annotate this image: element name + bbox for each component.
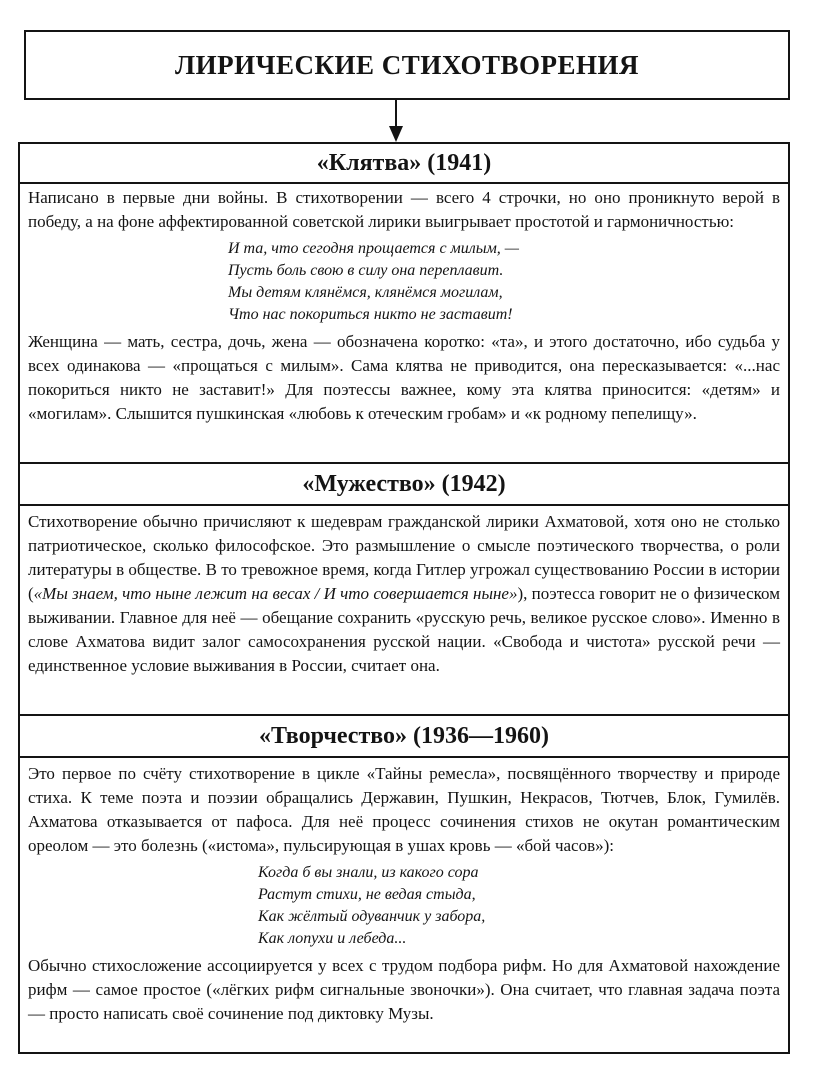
section-header-tvorchestvo xyxy=(18,714,790,758)
section-header-muzhestvo xyxy=(18,462,790,506)
section-body-muzhestvo xyxy=(28,510,780,678)
poem-line: Мы детям клянёмся, клянёмся могилам, xyxy=(228,284,503,301)
paragraph-text: Стихотворение обычно причисляют к шедеврам гражданской лирики Ахматовой, хотя оно не столько патриотическое, сколько философское. Это размышление о смысле поэтического творчества, о роли литературы в обществе. В то тревожное время, когда Гитлер угрожал существованию России в истории ( xyxy=(28,512,780,603)
poem-line: Растут стихи, не ведая стыда, xyxy=(258,886,476,903)
section-body-klyatva xyxy=(28,186,780,426)
page-title-box xyxy=(24,30,790,100)
poem-quote xyxy=(228,238,780,326)
poem-line: И та, что сегодня прощается с милым, — xyxy=(228,240,520,257)
poem-line: Когда б вы знали, из какого сора xyxy=(258,864,479,881)
poem-quote xyxy=(258,862,780,950)
section-heading: «Творчество» (1936—1960) xyxy=(258,722,550,749)
paragraph: Женщина — мать, сестра, дочь, жена — обозначена коротко: «та», и этого достаточно, ибо судьба у всех одинакова — «прощаться с милым». Сама клятва не приводится, она пересказывается: «...нас покориться никто не заставит!» Для поэтессы важнее, кому эта клятва приносится: «детям» и «могилам». Слышится пушкинская «любовь к отеческим гробам» и «к родному пепелищу». xyxy=(28,332,780,423)
paragraph: Это первое по счёту стихотворение в цикле «Тайны ремесла», посвящённого творчеству и природе стиха. К теме поэта и поэзии обращались Державин, Пушкин, Некрасов, Тютчев, Блок, Гумилёв. Ахматова отказывается от пафоса. Для неё процесс сочинения стихов не окутан романтическим ореолом — это болезнь («истома», пульсирующая в ушах кровь — «бой часов»): xyxy=(28,764,780,855)
paragraph-text: ), поэтесса говорит не о физическом выживании. Главное для неё — обещание сохранить «русскую речь, великое русское слово». Именно в слове Ахматова видит залог самосохранения русской нации. «Свобода и чистота» русской речи — единственное условие выживания в России, считает она. xyxy=(28,584,780,675)
paragraph: Обычно стихосложение ассоциируется у всех с трудом подбора рифм. Но для Ахматовой нахождение рифм — самое простое («лёгких рифм сигнальные звоночки»). Она считает, что главная задача поэта — просто написать своё сочинение под диктовку Музы. xyxy=(28,956,780,1023)
inline-quote: «Мы знаем, что ныне лежит на весах / И что совершается ныне» xyxy=(33,584,518,603)
section-heading: «Мужество» (1942) xyxy=(302,470,506,497)
poem-line: Как лопухи и лебеда... xyxy=(258,930,407,947)
poem-line: Пусть боль свою в силу она переплавит. xyxy=(228,262,504,279)
page-title: ЛИРИЧЕСКИЕ СТИХОТВОРЕНИЯ xyxy=(175,49,639,80)
arrow-down-icon xyxy=(389,126,403,142)
paragraph xyxy=(28,510,780,678)
poem-line: Как жёлтый одуванчик у забора, xyxy=(258,908,486,925)
section-heading: «Клятва» (1941) xyxy=(316,149,492,176)
section-header-klyatva xyxy=(18,142,790,184)
poem-line: Что нас покориться никто не заставит! xyxy=(228,306,513,323)
section-body-tvorchestvo xyxy=(28,762,780,1026)
paragraph: Написано в первые дни войны. В стихотворении — всего 4 строчки, но оно проникнуто верой в победу, а на фоне аффектированной советской лирики выигрывает простотой и гармоничностью: xyxy=(28,188,780,231)
